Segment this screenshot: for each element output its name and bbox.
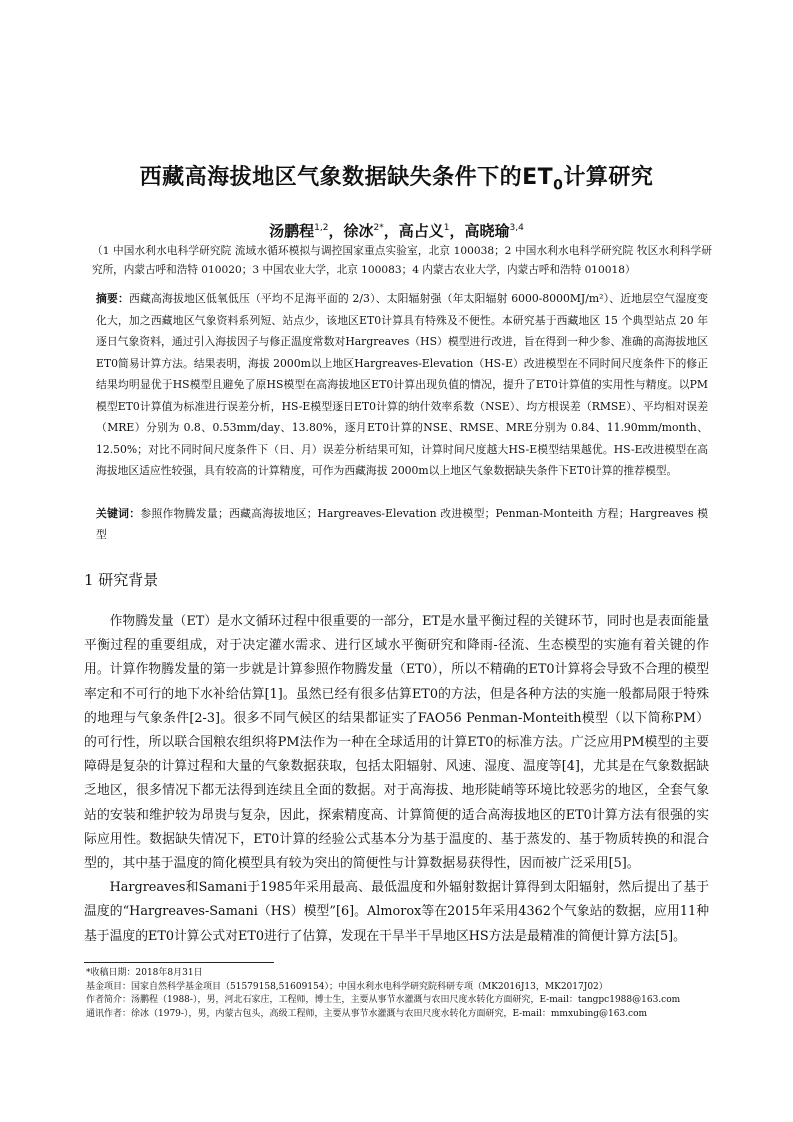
- title-tail: 计算研究: [563, 165, 654, 190]
- author-name: 高占义: [398, 222, 444, 240]
- paper-title: [80, 160, 713, 193]
- footnote-rule: [84, 962, 274, 963]
- author-separator: ，: [383, 222, 399, 240]
- author-list: [80, 220, 713, 241]
- author-name: 徐冰: [343, 222, 374, 240]
- keywords: [96, 503, 708, 545]
- footnote-funding: 基金项目：国家自然科学基金项目（51579158,51609154）；中国水利水电科学研究院科研专项（MK2016J13，MK2017J02）: [86, 981, 608, 992]
- footnotes: [86, 967, 711, 1021]
- keywords-label: 关键词：: [96, 507, 141, 520]
- title-main: 西藏高海拔地区气象数据缺失条件下的ET: [139, 165, 554, 190]
- body-paragraph: Hargreaves和Samani于1985年采用最高、最低温度和外辐射数据计算得到太阳辐射，然后提出了基于温度的“Hargreaves-Samani（HS）模型”[6]。Almorox等在2015年采用4362个气象站的数据，应用11种基于温度的ET0计算公式对ET0进行了估算，发现在干旱半干旱地区HS方法是最精准的简便计算方法[5]。: [84, 880, 709, 944]
- author-affil-sup: 2*: [373, 223, 384, 233]
- author-separator: ，: [449, 222, 465, 240]
- author-name: 高晓瑜: [464, 222, 510, 240]
- footnote-corresponding: 通讯作者：徐冰（1979-），男，内蒙古包头，高级工程师，主要从事节水灌溉与农田尺度水转化方面研究，E-mail：mmxubing@163.com: [86, 1008, 648, 1019]
- abstract-text: 西藏高海拔地区低氧低压（平均不足海平面的 2/3）、太阳辐射强（年太阳辐射 6000-8000MJ/m²）、近地层空气湿度变化大，加之西藏地区气象资料系列短、站点少，该地区ET0计算具有特殊及不便性。本研究基于西藏地区 15 个典型站点 20 年逐日气象资料，通过引入海拔因子与修正温度常数对Hargreaves（HS）模型进行改进，旨在得到一种少参、准确的高海拔地区ET0简易计算方法。结果表明，海拔 2000m以上地区Hargreaves-Elevation（HS-E）改进模型在不同时间尺度条件下的修正结果均明显优于HS模型且避免了原HS模型在高海拔地区ET0计算出现负值的情况，提升了ET0计算值的实用性与精度。以PM模型ET0计算值为标准进行误差分析，HS-E模型逐日ET0计算的纳什效率系数（NSE）、均方根误差（RMSE）、平均相对误差（MRE）分别为 0.8、0.53mm/day、13.80%，逐月ET0计算的NSE、RMSE、MRE分别为 0.84、11.90mm/month、12.50%；对比不同时间尺度条件下（日、月）误差分析结果可知，计算时间尺度越大HS-E模型结果越优。HS-E改进模型在高海拔地区适应性较强，具有较高的计算精度，可作为西藏海拔 2000m以上地区气象数据缺失条件下ET0计算的推荐模型。: [96, 292, 709, 477]
- author-affil-sup: 1: [443, 223, 450, 233]
- affiliations: （1 中国水利水电科学研究院 流域水循环模拟与调控国家重点实验室，北京 100038；2 中国水利水电科学研究院 牧区水利科学研究所，内蒙古呼和浩特 010020；3 中国农业大学，北京 100083；4 内蒙古农业大学，内蒙古呼和浩特 010018）: [92, 245, 712, 276]
- author-name: 汤鹏程: [269, 222, 315, 240]
- title-subscript: 0: [553, 177, 564, 194]
- body-text: [84, 610, 709, 949]
- footnote-received: *收稿日期：2018年8月31日: [86, 968, 203, 978]
- author-affil-sup: 3,4: [509, 223, 524, 233]
- author-separator: ，: [328, 222, 344, 240]
- section-heading: 1 研究背景: [84, 571, 159, 589]
- keywords-text: 参照作物腾发量；西藏高海拔地区；Hargreaves-Elevation 改进模型；Penman-Monteith 方程；Hargreaves 模型: [96, 507, 709, 541]
- abstract-label: 摘要：: [96, 292, 129, 305]
- author-affil-sup: 1,2: [314, 223, 329, 233]
- footnote-author-bio: 作者简介：汤鹏程（1988-），男，河北石家庄，工程师，博士生，主要从事节水灌溉与农田尺度水转化方面研究，E-mail：tangpc1988@163.com: [86, 995, 681, 1005]
- abstract: [96, 288, 708, 482]
- body-paragraph: 作物腾发量（ET）是水文循环过程中很重要的一部分，ET是水量平衡过程的关键环节，同时也是表面能量平衡过程的重要组成，对于决定灌水需求、进行区域水平衡研究和降雨-径流、生态模型的实施有着关键的作用。计算作物腾发量的第一步就是计算参照作物腾发量（ET0），所以不精确的ET0计算将会导致不合理的模型率定和不可行的地下水补给估算[1]。虽然已经有很多估算ET0的方法，但是各种方法的实施一般都局限于特殊的地理与气象条件[2-3]。很多不同气候区的结果都证实了FAO56 Penman-Monteith模型（以下简称PM）的可行性，所以联合国粮农组织将PM法作为一种在全球适用的计算ET0的标准方法。广泛应用PM模型的主要障碍是复杂的计算过程和大量的气象数据获取，包括太阳辐射、风速、湿度、温度等[4]，尤其是在气象数据缺乏地区，很多情况下都无法得到连续且全面的数据。对于高海拔、地形陡峭等环境比较恶劣的地区，全套气象站的安装和维护较为昂贵与复杂，因此，探索精度高、计算简便的适合高海拔地区的ET0计算方法有很强的实际应用性。数据缺失情况下，ET0计算的经验公式基本分为基于温度的、基于蒸发的、基于物质转换的和混合型的，其中基于温度的简化模型具有较为突出的简便性与计算数据易获得性，因而被广泛采用[5]。: [84, 614, 709, 872]
